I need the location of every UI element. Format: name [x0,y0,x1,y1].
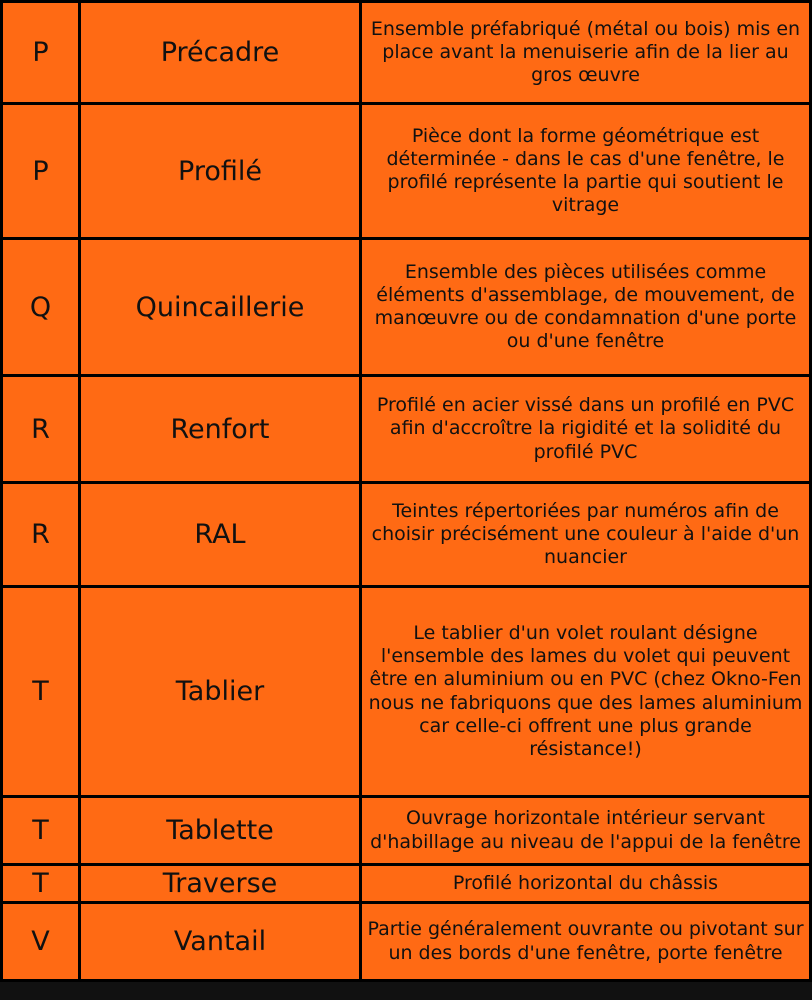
definition-cell: Ensemble préfabriqué (métal ou bois) mis en place avant la menuiserie afin de la lier au gros œuvre [361,2,811,104]
term-cell: Vantail [80,903,361,981]
letter-cell: V [2,903,80,981]
definition-cell: Profilé horizontal du châssis [361,865,811,903]
term-cell: Quincaillerie [80,239,361,376]
definition-cell: Pièce dont la forme géométrique est déterminée - dans le cas d'une fenêtre, le profilé représente la partie qui soutient le vitrage [361,104,811,239]
table-row [2,587,811,797]
table-row [2,483,811,587]
definition-cell: Profilé en acier vissé dans un profilé en PVC afin d'accroître la rigidité et la solidité du profilé PVC [361,376,811,483]
term-cell: Traverse [80,865,361,903]
letter-cell: P [2,2,80,104]
letter-cell: T [2,797,80,865]
definition-cell: Teintes répertoriées par numéros afin de choisir précisément une couleur à l'aide d'un nuancier [361,483,811,587]
term-cell: RAL [80,483,361,587]
table-row [2,797,811,865]
letter-cell: P [2,104,80,239]
letter-cell: Q [2,239,80,376]
letter-cell: T [2,587,80,797]
definition-cell: Partie généralement ouvrante ou pivotant sur un des bords d'une fenêtre, porte fenêtre [361,903,811,981]
definition-cell: Le tablier d'un volet roulant désigne l'ensemble des lames du volet qui peuvent être en aluminium ou en PVC (chez Okno-Fen nous ne fabriquons que des lames aluminium car celle-ci offrent une plus grande résistance!) [361,587,811,797]
table-row [2,239,811,376]
letter-cell: T [2,865,80,903]
table-row [2,104,811,239]
term-cell: Tablier [80,587,361,797]
table-row [2,865,811,903]
definition-cell: Ouvrage horizontale intérieur servant d'habillage au niveau de l'appui de la fenêtre [361,797,811,865]
letter-cell: R [2,376,80,483]
term-cell: Tablette [80,797,361,865]
table-row [2,2,811,104]
table-row [2,903,811,981]
letter-cell: R [2,483,80,587]
term-cell: Profilé [80,104,361,239]
definition-cell: Ensemble des pièces utilisées comme éléments d'assemblage, de mouvement, de manœuvre ou de condamnation d'une porte ou d'une fenêtre [361,239,811,376]
term-cell: Renfort [80,376,361,483]
term-cell: Précadre [80,2,361,104]
table-row [2,376,811,483]
